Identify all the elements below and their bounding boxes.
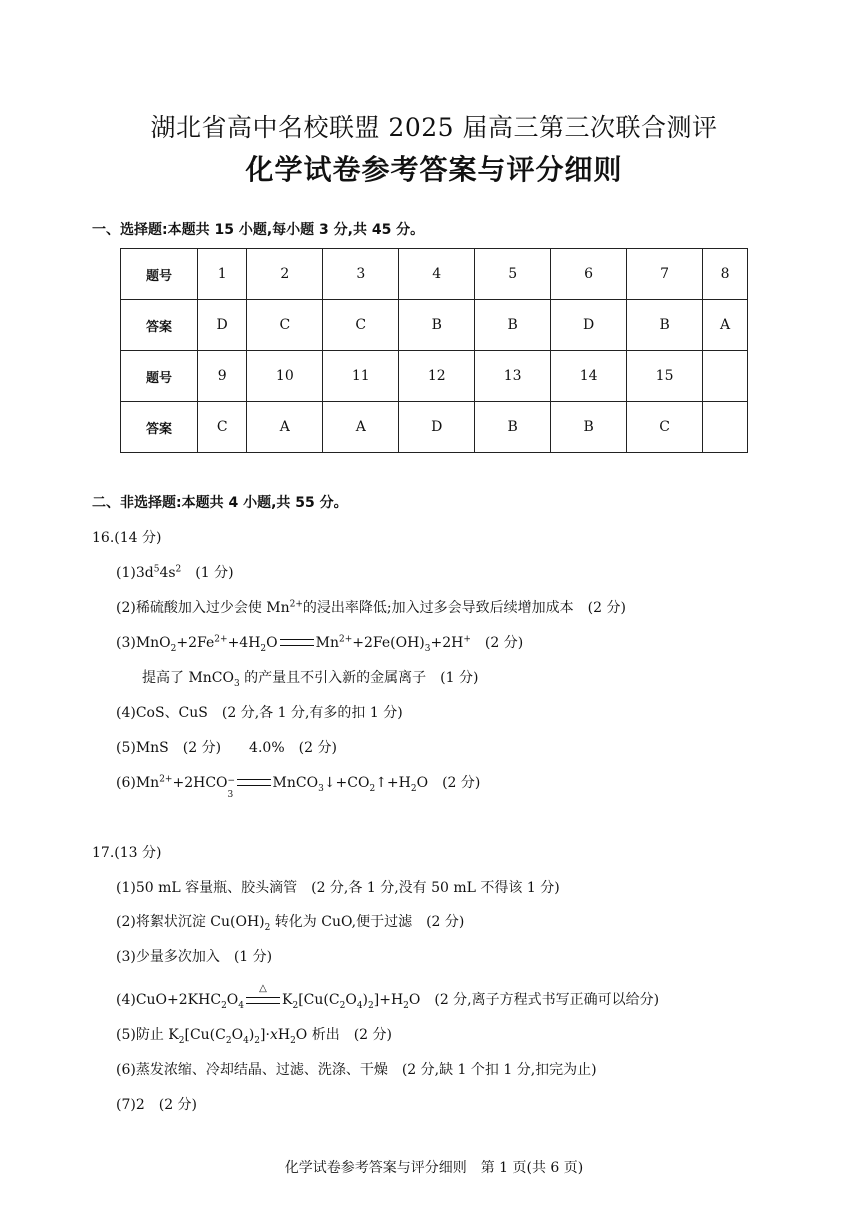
row-label: 题号 [121, 249, 198, 300]
table-cell: 9 [198, 351, 247, 402]
table-row [121, 249, 748, 300]
table-cell: C [247, 300, 323, 351]
q17-answer-1: (1)50 mL 容量瓶、胶头滴管 (2 分,各 1 分,没有 50 mL 不得该 1 分) [116, 880, 560, 896]
table-cell: B [627, 300, 703, 351]
q17-answer-2: (2)将絮状沉淀 $Cu(OH)_2$ 转化为 CuO,便于过滤 (2 分) [116, 914, 465, 933]
q16-answer-4: (4)CoS、CuS (2 分,各 1 分,有多的扣 1 分) [116, 705, 403, 721]
table-cell: 7 [627, 249, 703, 300]
q16-heading: 16.(14 分) [92, 530, 162, 546]
table-cell: 12 [399, 351, 475, 402]
q17-answer-3: (3)少量多次加入 (1 分) [116, 949, 273, 965]
q16-answer-2: (2)稀硫酸加入过少会使 $Mn^{2+}$的浸出率降低;加入过多会导致后续增加成本 (2 分) [116, 599, 626, 616]
equals-sign [280, 639, 314, 646]
table-cell: D [198, 300, 247, 351]
table-cell: A [247, 402, 323, 453]
table-cell [703, 351, 748, 402]
table-cell: 6 [551, 249, 627, 300]
equals-sign [237, 779, 271, 786]
q17-heading: 17.(13 分) [92, 845, 162, 861]
table-row [121, 300, 748, 351]
table-cell [703, 402, 748, 453]
table-cell: 15 [627, 351, 703, 402]
table-cell: C [198, 402, 247, 453]
table-cell: 2 [247, 249, 323, 300]
exam-title: 湖北省高中名校联盟 2025 届高三第三次联合测评 [150, 113, 718, 142]
row-label: 题号 [121, 351, 198, 402]
table-cell: B [475, 402, 551, 453]
table-cell: 10 [247, 351, 323, 402]
q17-answer-4: $(4)CuO+2KHC_2O_4$ △ $K_2[Cu(C_2O_4)_2]+H_2O$ (2 分,离子方程式书写正确可以给分) [116, 982, 660, 1011]
table-cell: 8 [703, 249, 748, 300]
table-row [121, 351, 748, 402]
table-cell: 14 [551, 351, 627, 402]
q17-answer-6: (6)蒸发浓缩、冷却结晶、过滤、洗涤、干燥 (2 分,缺 1 个扣 1 分,扣完为止) [116, 1062, 597, 1078]
section1-heading: 一、选择题:本题共 15 小题,每小题 3 分,共 45 分。 [92, 222, 425, 238]
q16-answer-3-extra: 提高了 MnCO$_3$ 的产量且不引入新的金属离子 (1 分) [142, 670, 479, 689]
section2-heading: 二、非选择题:本题共 4 小题,共 55 分。 [92, 495, 348, 511]
page-footer: 化学试卷参考答案与评分细则 第 1 页(共 6 页) [284, 1160, 584, 1176]
table-row [121, 402, 748, 453]
q16-answer-6: $(6)Mn^{2+}+2HCO$ − 3 $MnCO_3↓+CO_2↑+H_2O$ (2 分) [116, 774, 481, 800]
document-subtitle: 化学试卷参考答案与评分细则 [245, 153, 623, 186]
q17-answer-5: (5)防止 $K_2[Cu(C_2O_4)_2]\cdot xH_2O$ 析出 (2 分) [116, 1027, 393, 1046]
table-cell: A [323, 402, 399, 453]
row-label: 答案 [121, 300, 198, 351]
table-cell: C [323, 300, 399, 351]
table-cell: 3 [323, 249, 399, 300]
table-cell: 4 [399, 249, 475, 300]
q17-answer-7: (7)2 (2 分) [116, 1097, 198, 1113]
table-cell: B [399, 300, 475, 351]
heat-equals-sign: △ [246, 997, 280, 1004]
table-cell: 5 [475, 249, 551, 300]
q16-answer-3: $(3)MnO_2+2Fe^{2+}+4H_2O$ $Mn^{2+}+2Fe(OH)_3+2H^+$ (2 分) [116, 634, 524, 654]
q16-answer-1: $(1)3d^54s^2$ (1 分) [116, 564, 234, 581]
table-cell: B [475, 300, 551, 351]
q16-answer-5: (5)MnS (2 分) 4.0% (2 分) [116, 740, 337, 756]
row-label: 答案 [121, 402, 198, 453]
table-cell: A [703, 300, 748, 351]
table-cell: 11 [323, 351, 399, 402]
answer-table [120, 248, 748, 453]
table-cell: 13 [475, 351, 551, 402]
table-cell: D [551, 300, 627, 351]
table-cell: B [551, 402, 627, 453]
table-cell: D [399, 402, 475, 453]
table-cell: 1 [198, 249, 247, 300]
table-cell: C [627, 402, 703, 453]
